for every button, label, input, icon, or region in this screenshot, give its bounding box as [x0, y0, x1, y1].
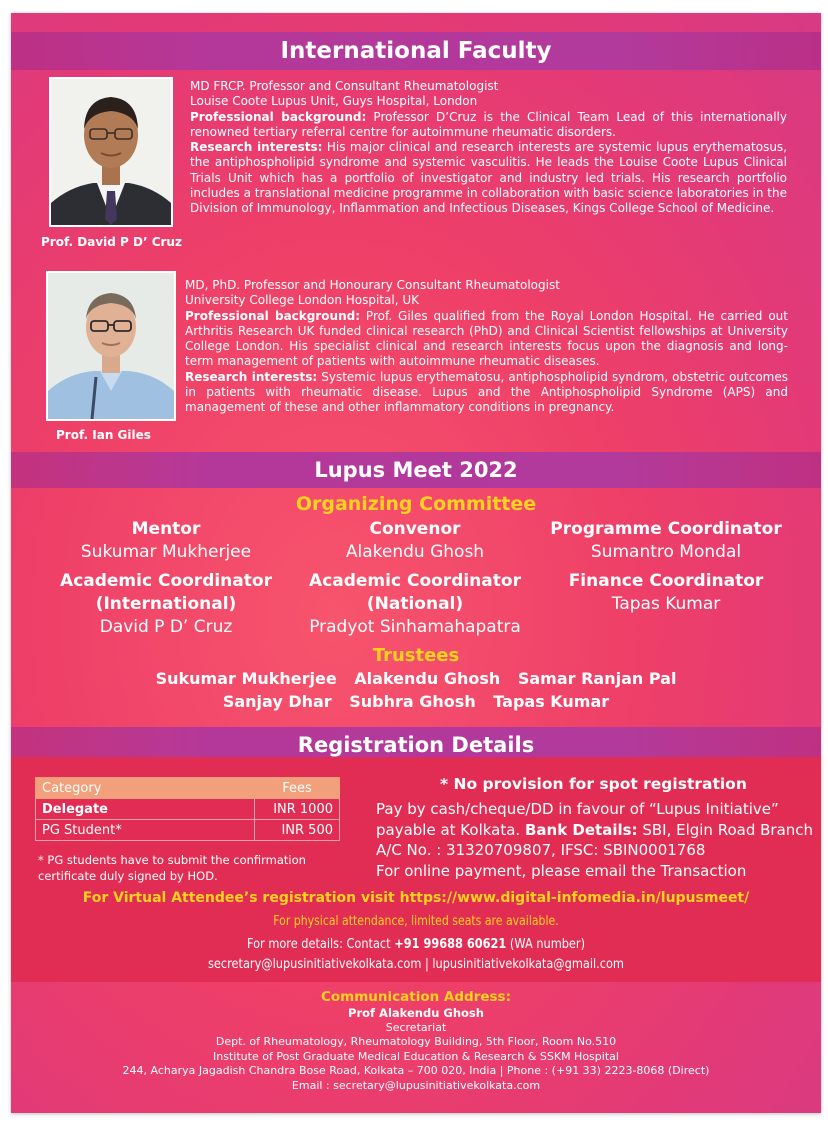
payment-line — [376, 820, 816, 841]
payment-text: payable at Kolkata. — [376, 820, 521, 839]
contact-note: (WA number) — [509, 936, 585, 952]
committee-person: Tapas Kumar — [611, 594, 721, 614]
physical-attendance-note: For physical attendance, limited seats are available. — [273, 914, 559, 929]
address-line: Institute of Post Graduate Medical Education & Research & SSKM Hospital — [213, 1049, 619, 1063]
committee-role: Programme Coordinator — [550, 519, 782, 539]
research-text: Systemic lupus erythematosu, antiphospholipid syndrom, obstetric outcomes in patients with rheumatic disease. Lupus and the Antiphospholipid Syndrome (APS) and management of these and other inflammatory conditions in pregnancy. — [185, 369, 788, 415]
faculty-caption-cruz: Prof. David P D’ Cruz — [41, 235, 182, 249]
contact-phone: +91 99688 60621 — [394, 936, 507, 952]
no-spot-registration-note: * No provision for spot registration — [440, 775, 747, 793]
committee-heading: Organizing Committee — [295, 493, 537, 515]
committee-person: David P D’ Cruz — [99, 617, 233, 637]
faculty-affiliation-line: University College London Hospital, UK — [185, 293, 419, 308]
fees-table-row — [36, 820, 340, 841]
fees-table-row — [36, 799, 340, 820]
faculty-heading: International Faculty — [280, 38, 552, 64]
background-text: Professor D’Cruz is the Clinical Team Lead of this internationally renowned tertiary referral centre for autoimmune rheumatic disorders. — [190, 109, 787, 139]
bank-details-label: Bank Details: — [524, 820, 638, 839]
address-heading: Communication Address: — [320, 989, 511, 1005]
trustee-name: Sukumar Mukherjee — [155, 669, 337, 688]
virtual-registration-link[interactable]: For Virtual Attendee’s registration visit https://www.digital-infomedia.in/lupusmeet/ — [82, 890, 750, 906]
fees-amount-cell: INR 500 — [255, 820, 340, 841]
trustees-row — [11, 669, 821, 688]
trustee-name: Subhra Ghosh — [349, 692, 476, 711]
committee-role: Academic Coordinator — [309, 571, 521, 591]
contact-emails[interactable]: secretary@lupusinitiativekolkata.com | lupusinitiativekolkata@gmail.com — [208, 956, 624, 972]
trustee-name: Alakendu Ghosh — [354, 669, 501, 688]
research-text: His major clinical and research interests are systemic lupus erythematosus, the antiphospholipid syndrome and systemic vasculitis. He leads the Louise Coote Lupus Clinical Trials Unit which has a portfolio of investigator and industry led trials. His research portfolio includes a translational medicine programme in collaboration with basic science laboratories in the Division of Immunology, Inflammation and Infectious Diseases, Kings College School of Medicine. — [190, 140, 787, 216]
payment-line: For online payment, please email the Transaction — [376, 861, 747, 880]
committee-role-qualifier: (National) — [366, 594, 464, 614]
account-line: A/C No. : 31320709807, IFSC: SBIN0001768 — [376, 841, 706, 859]
research-label: Research interests: — [185, 369, 318, 384]
faculty-photo-cruz — [49, 77, 173, 227]
committee-person: Pradyot Sinhamahapatra — [309, 617, 521, 637]
faculty-title-line: MD FRCP. Professor and Consultant Rheumatologist — [190, 79, 499, 93]
portrait-giles-image — [48, 273, 174, 419]
fees-category-cell: Delegate — [36, 799, 255, 820]
payment-instructions — [376, 799, 816, 881]
faculty-banner — [11, 32, 821, 70]
faculty-affiliation-line: Louise Coote Lupus Unit, Guys Hospital, London — [190, 94, 478, 109]
background-label: Professional background: — [190, 109, 367, 124]
faculty-research-paragraph — [190, 140, 787, 216]
committee-role-qualifier: (International) — [95, 594, 237, 614]
meet-banner — [11, 452, 821, 488]
trustee-name: Tapas Kumar — [493, 692, 610, 711]
address-email[interactable]: Email : secretary@lupusinitiativekolkata.com — [291, 1078, 541, 1092]
contact-details-line — [76, 936, 756, 952]
fees-table — [35, 777, 340, 841]
address-line: Dept. of Rheumatology, Rheumatology Building, 5th Floor, Room No.510 — [215, 1035, 617, 1048]
fees-category-cell: PG Student* — [36, 820, 255, 841]
pg-student-note: * PG students have to submit the confirmation certificate duly signed by HOD. — [38, 853, 306, 883]
faculty-photo-giles — [46, 271, 176, 421]
fees-amount-cell: INR 1000 — [255, 799, 340, 820]
address-line: 244, Acharya Jagadish Chandra Bose Road, Kolkata – 700 020, India | Phone : (+91 33) 2223-8068 (Direct) — [122, 1064, 710, 1077]
committee-role: Academic Coordinator — [60, 571, 272, 591]
committee-role: Finance Coordinator — [568, 571, 764, 591]
address-line: Secretariat — [385, 1020, 447, 1034]
faculty-background-paragraph — [185, 309, 788, 370]
background-label: Professional background: — [185, 308, 360, 323]
fees-table-header — [36, 778, 340, 799]
faculty-bio-giles — [185, 278, 788, 416]
committee-finance-coordinator — [556, 570, 776, 616]
portrait-cruz-image — [51, 79, 171, 225]
fees-header-fees: Fees — [255, 778, 340, 799]
committee-academic-coordinator-national — [300, 570, 530, 639]
committee-convenor — [315, 518, 515, 564]
committee-role: Mentor — [131, 519, 201, 539]
committee-programme-coordinator — [546, 518, 786, 564]
communication-address — [11, 988, 821, 1093]
contact-label: For more details: Contact — [246, 936, 391, 952]
committee-role: Convenor — [369, 519, 461, 539]
faculty-bio-cruz — [190, 79, 787, 217]
trustees-row — [11, 692, 821, 711]
trustee-name: Samar Ranjan Pal — [517, 669, 677, 688]
trustee-name: Sanjay Dhar — [222, 692, 332, 711]
brochure-page — [11, 13, 821, 1113]
committee-person: Sumantro Mondal — [590, 542, 742, 562]
payment-line: Pay by cash/cheque/DD in favour of “Lupus Initiative” — [376, 800, 779, 818]
registration-heading: Registration Details — [297, 733, 535, 757]
trustees-heading: Trustees — [372, 645, 460, 666]
research-label: Research interests: — [190, 140, 323, 155]
faculty-title-line: MD, PhD. Professor and Honourary Consultant Rheumatologist — [185, 278, 560, 292]
committee-academic-coordinator-international — [51, 570, 281, 639]
committee-mentor — [66, 518, 266, 564]
committee-person: Sukumar Mukherjee — [80, 542, 252, 562]
committee-person: Alakendu Ghosh — [345, 542, 485, 562]
address-name: Prof Alakendu Ghosh — [348, 1006, 484, 1020]
meet-heading: Lupus Meet 2022 — [314, 458, 518, 482]
background-text: Prof. Giles qualified from the Royal London Hospital. He carried out Arthritis Research UK funded clinical research (PhD) and Clinical Scientist fellowships at University College London. His specialist clinical and research interests focus upon the diagnosis and long-term management of patients with autoimmune rheumatic diseases. — [185, 308, 788, 369]
faculty-background-paragraph — [190, 110, 787, 141]
fees-header-category: Category — [36, 778, 255, 799]
bank-branch: SBI, Elgin Road Branch — [642, 820, 814, 839]
faculty-caption-giles: Prof. Ian Giles — [56, 428, 151, 442]
faculty-research-paragraph — [185, 370, 788, 416]
